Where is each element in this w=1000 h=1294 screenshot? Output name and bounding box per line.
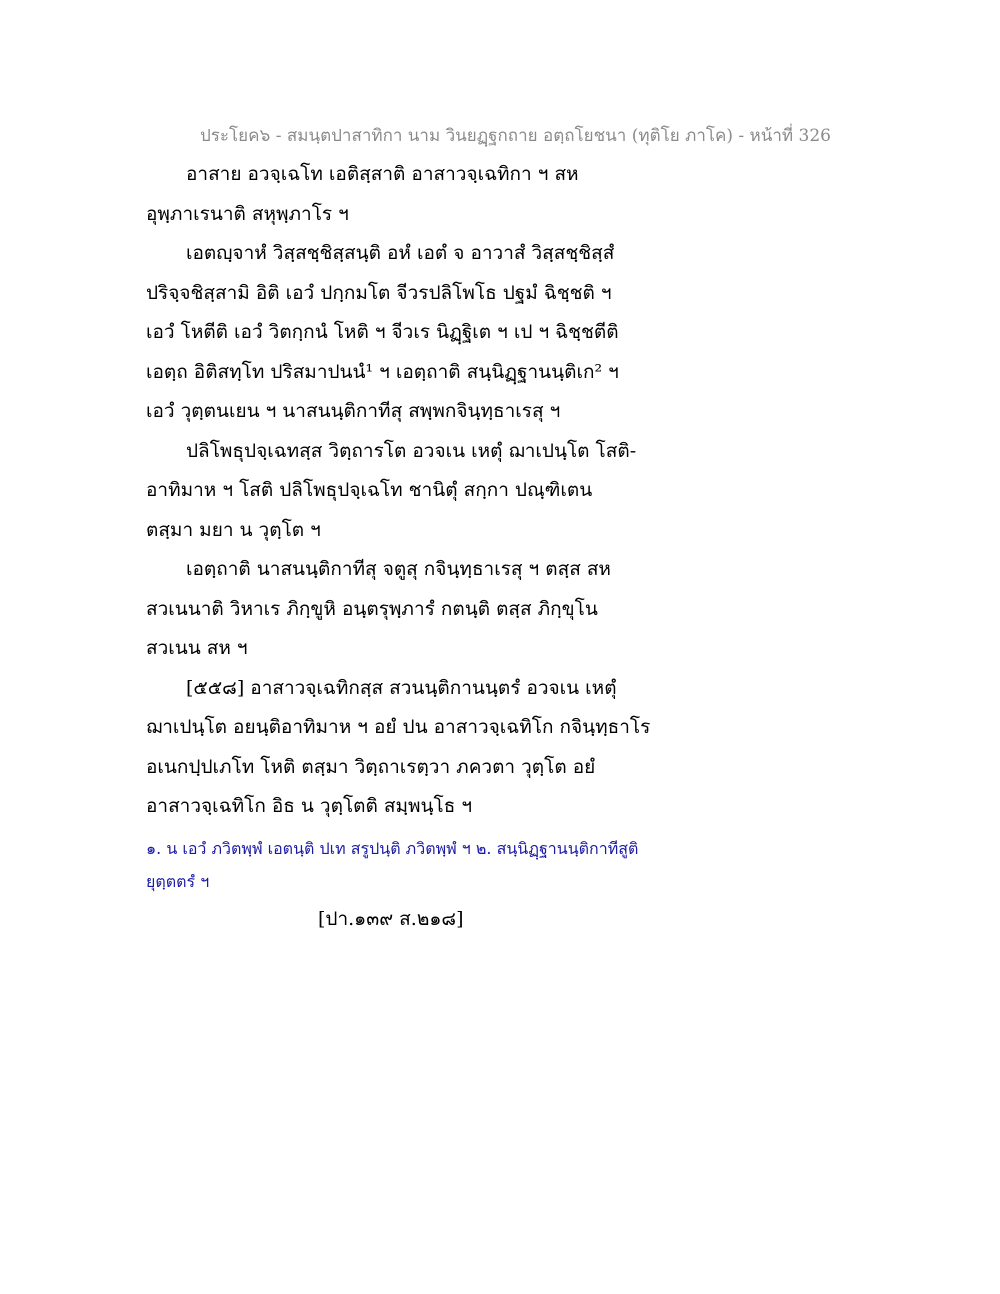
text-line: เอตฺถ อิติสทฺโท ปริสมาปนนํ¹ ฯ เอตฺถาติ สนฺนิฏฺฐานนฺติเก² ฯ <box>146 360 619 383</box>
text-line: สวเนนาติ วิหาเร ภิกฺขูหิ อนฺตรุพฺภารํ กตนฺติ ตสฺส ภิกฺขุโน <box>146 597 598 620</box>
footnotes <box>146 832 866 898</box>
text-line: [๕๕๘] อาสาวจฺเฉทิกสฺส สวนนฺติกานนฺตรํ อวจเน เหตุํ <box>186 676 617 699</box>
text-line: ปริจฺจชิสฺสามิ อิติ เอวํ ปกฺกมโต จีวรปลิโพโธ ปฐมํ ฉิชฺชติ ฯ <box>146 281 612 304</box>
text-line: เอวํ วุตฺตนเยน ฯ นาสนนฺติกาทีสุ สพฺพกจินฺทฺธาเรสุ ฯ <box>146 400 561 422</box>
text-line: เอตฺถาติ นาสนนฺติกาทีสุ จตูสุ กจินฺทฺธาเรสุ ฯ ตสฺส สห <box>186 558 611 580</box>
footnote-line: ๑. น เอวํ ภวิตพฺพํ เอตนฺติ ปเท สรูปนฺติ ภวิตพฺพํ ฯ ๒. สนฺนิฏฺฐานนฺติกาทีสูติ <box>146 839 639 858</box>
text-line: ปลิโพธุปจฺเฉทสฺส วิตฺถารโต อวจเน เหตุํ ฌาเปนฺโต โสติ- <box>186 439 637 462</box>
text-line: อุพฺภาเรนาติ สหุพฺภาโร ฯ <box>146 202 349 225</box>
text-line: อเนกปฺปเภโท โหติ ตสฺมา วิตฺถาเรตฺวา ภควตา วุตฺโต อยํ <box>146 755 596 778</box>
text-line: สวเนน สห ฯ <box>146 637 248 659</box>
text-line: อาทิมาห ฯ โสติ ปลิโพธุปจฺเฉโท ชานิตุํ สกฺกา ปณฺฑิเตน <box>146 479 593 501</box>
footnote-line: ยุตฺตตรํ ฯ <box>146 872 210 891</box>
text-line: อาสาวจฺเฉทิโก อิธ น วุตฺโตติ สมฺพนฺโธ ฯ <box>146 795 473 817</box>
page-reference: [ปา.๑๓๙ ส.๒๑๘] <box>318 908 464 930</box>
text-line: เอตญฺจาหํ วิสฺสชฺชิสฺสนฺติ อหํ เอตํ จ อาวาสํ วิสฺสชฺชิสฺสํ <box>186 242 615 264</box>
body-text <box>146 155 866 827</box>
text-line: อาสาย อวจฺเฉโท เอติสฺสาติ อาสาวจฺเฉทิกา ฯ สห <box>186 163 579 185</box>
page-header: ประโยค๖ - สมนฺตปาสาทิกา นาม วินยฏฺฐกถาย อตฺถโยชนา (ทุติโย ภาโค) - หน้าที่ 326 <box>200 126 831 146</box>
text-line: ฌาเปนฺโต อยนฺติอาทิมาห ฯ อยํ ปน อาสาวจฺเฉทิโก กจินฺทฺธาโร <box>146 716 651 738</box>
text-line: ตสฺมา มยา น วุตฺโต ฯ <box>146 518 321 541</box>
text-line: เอวํ โหตีติ เอวํ วิตกฺกนํ โหติ ฯ จีวเร นิฏฺฐิเต ฯ เป ฯ ฉิชฺชตีติ <box>146 321 619 343</box>
